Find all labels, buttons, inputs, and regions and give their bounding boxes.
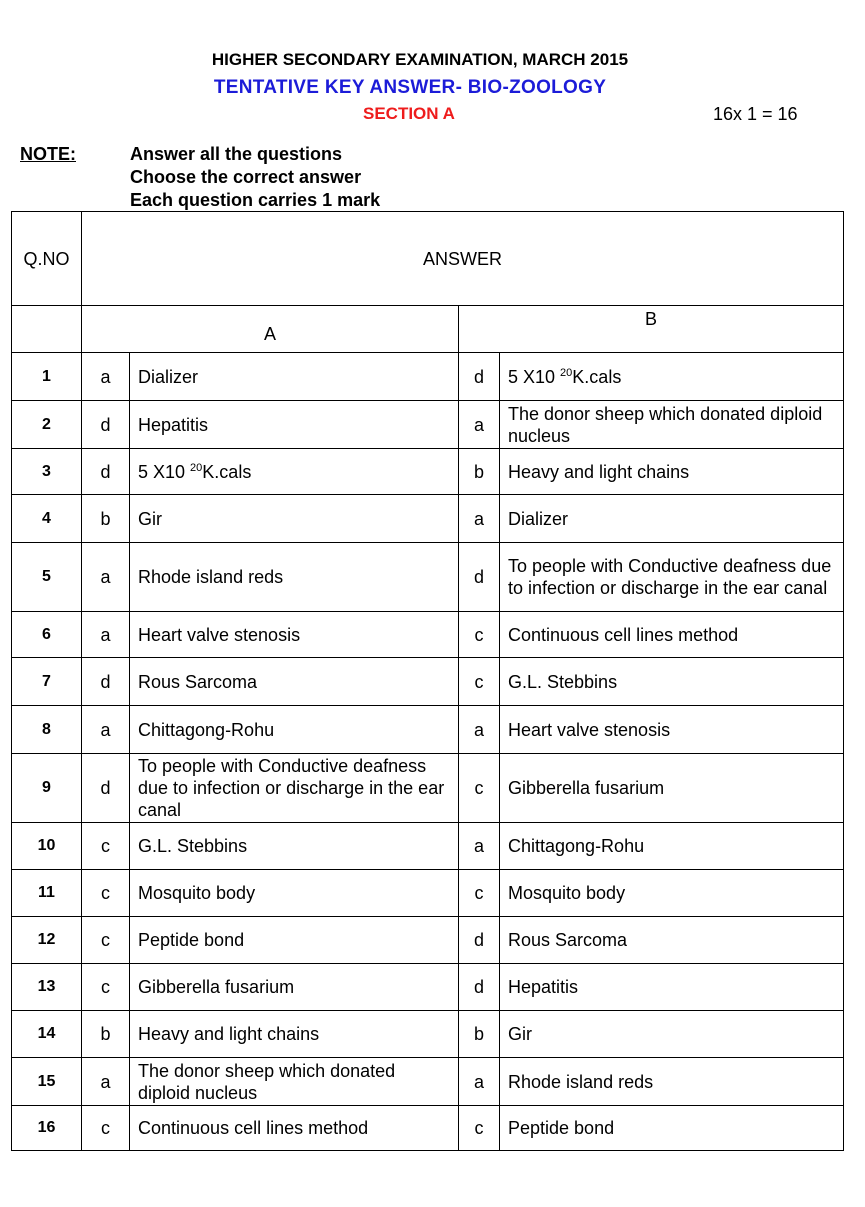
set-a-answer: Gir [130, 495, 459, 543]
question-number: 8 [12, 706, 82, 754]
table-row [12, 823, 844, 870]
set-a-option: d [82, 754, 130, 823]
set-a-answer: The donor sheep which donated diploid nucleus [130, 1058, 459, 1106]
set-a-answer: Chittagong-Rohu [130, 706, 459, 754]
question-number: 13 [12, 964, 82, 1011]
question-number: 6 [12, 612, 82, 658]
set-b-answer: The donor sheep which donated diploid nucleus [500, 401, 844, 449]
set-a-option: b [82, 1011, 130, 1058]
question-number: 7 [12, 658, 82, 706]
set-b-answer: Heart valve stenosis [500, 706, 844, 754]
set-b-option: d [459, 917, 500, 964]
question-number: 9 [12, 754, 82, 823]
set-a-answer: 5 X10 $^{20}$K.cals [130, 449, 459, 495]
table-row [12, 870, 844, 917]
key-title: TENTATIVE KEY ANSWER- BIO-ZOOLOGY [213, 77, 607, 98]
section-label: SECTION A [363, 104, 455, 123]
table-row [12, 353, 844, 401]
question-number: 4 [12, 495, 82, 543]
question-number: 10 [12, 823, 82, 870]
set-a-option: d [82, 401, 130, 449]
set-a-option: c [82, 823, 130, 870]
set-b-header: B [459, 306, 844, 353]
set-b-answer: Continuous cell lines method [500, 612, 844, 658]
set-a-option: a [82, 612, 130, 658]
set-a-option: d [82, 658, 130, 706]
table-row [12, 754, 844, 823]
table-row [12, 543, 844, 612]
set-a-option: b [82, 495, 130, 543]
question-number: 2 [12, 401, 82, 449]
set-a-option: c [82, 1106, 130, 1151]
table-row [12, 495, 844, 543]
set-b-option: c [459, 658, 500, 706]
answer-header: ANSWER [82, 212, 844, 306]
answer-key-table [11, 211, 844, 1151]
set-a-option: a [82, 353, 130, 401]
set-b-option: c [459, 870, 500, 917]
set-a-answer: To people with Conductive deafness due to infection or discharge in the ear canal [130, 754, 459, 823]
table-row [12, 706, 844, 754]
question-number: 16 [12, 1106, 82, 1151]
set-a-answer: Heart valve stenosis [130, 612, 459, 658]
set-a-answer: Continuous cell lines method [130, 1106, 459, 1151]
table-row [12, 1106, 844, 1151]
set-a-option: d [82, 449, 130, 495]
set-a-answer: Rhode island reds [130, 543, 459, 612]
set-a-option: a [82, 1058, 130, 1106]
set-a-option: c [82, 917, 130, 964]
set-a-option: c [82, 964, 130, 1011]
set-a-answer: Gibberella fusarium [130, 964, 459, 1011]
set-b-option: d [459, 964, 500, 1011]
marks-label: 16x 1 = 16 [713, 104, 798, 124]
set-a-answer: Mosquito body [130, 870, 459, 917]
note-lines [130, 143, 380, 212]
set-b-answer: To people with Conductive deafness due to infection or discharge in the ear canal [500, 543, 844, 612]
empty-cell [12, 306, 82, 353]
table-row [12, 449, 844, 495]
question-number: 15 [12, 1058, 82, 1106]
set-b-answer: Dializer [500, 495, 844, 543]
exam-title: HIGHER SECONDARY EXAMINATION, MARCH 2015 [211, 50, 629, 69]
table-row [12, 658, 844, 706]
set-a-answer: Dializer [130, 353, 459, 401]
set-b-answer: Rous Sarcoma [500, 917, 844, 964]
table-row [12, 964, 844, 1011]
note-line: Choose the correct answer [130, 167, 362, 187]
set-b-option: c [459, 612, 500, 658]
set-b-answer: Peptide bond [500, 1106, 844, 1151]
set-header-row [12, 306, 844, 353]
set-b-option: c [459, 1106, 500, 1151]
set-b-answer: Heavy and light chains [500, 449, 844, 495]
set-b-answer: Mosquito body [500, 870, 844, 917]
set-b-option: d [459, 543, 500, 612]
set-a-answer: Hepatitis [130, 401, 459, 449]
set-b-option: a [459, 823, 500, 870]
set-a-option: a [82, 543, 130, 612]
table-row [12, 612, 844, 658]
set-b-option: b [459, 1011, 500, 1058]
note-line: Answer all the questions [130, 144, 343, 164]
question-number: 14 [12, 1011, 82, 1058]
question-number: 12 [12, 917, 82, 964]
set-b-answer: Rhode island reds [500, 1058, 844, 1106]
set-b-answer: G.L. Stebbins [500, 658, 844, 706]
question-number: 5 [12, 543, 82, 612]
set-b-option: a [459, 706, 500, 754]
set-a-answer: Rous Sarcoma [130, 658, 459, 706]
set-a-answer: G.L. Stebbins [130, 823, 459, 870]
set-b-option: a [459, 401, 500, 449]
note-line: Each question carries 1 mark [130, 190, 381, 210]
set-a-option: a [82, 706, 130, 754]
set-b-option: d [459, 353, 500, 401]
set-a-header: A [82, 306, 459, 353]
set-a-option: c [82, 870, 130, 917]
qno-header: Q.NO [12, 212, 82, 306]
set-b-option: c [459, 754, 500, 823]
question-number: 1 [12, 353, 82, 401]
header-row [12, 212, 844, 306]
set-b-answer: Gibberella fusarium [500, 754, 844, 823]
table-row [12, 1058, 844, 1106]
set-b-answer: Hepatitis [500, 964, 844, 1011]
table-row [12, 917, 844, 964]
set-b-answer: 5 X10 $^{20}$K.cals [500, 353, 844, 401]
set-a-answer: Heavy and light chains [130, 1011, 459, 1058]
note-label: NOTE: [20, 144, 76, 164]
table-row [12, 401, 844, 449]
set-b-answer: Gir [500, 1011, 844, 1058]
table-row [12, 1011, 844, 1058]
set-b-answer: Chittagong-Rohu [500, 823, 844, 870]
set-b-option: a [459, 1058, 500, 1106]
question-number: 11 [12, 870, 82, 917]
question-number: 3 [12, 449, 82, 495]
set-b-option: b [459, 449, 500, 495]
set-b-option: a [459, 495, 500, 543]
set-a-answer: Peptide bond [130, 917, 459, 964]
